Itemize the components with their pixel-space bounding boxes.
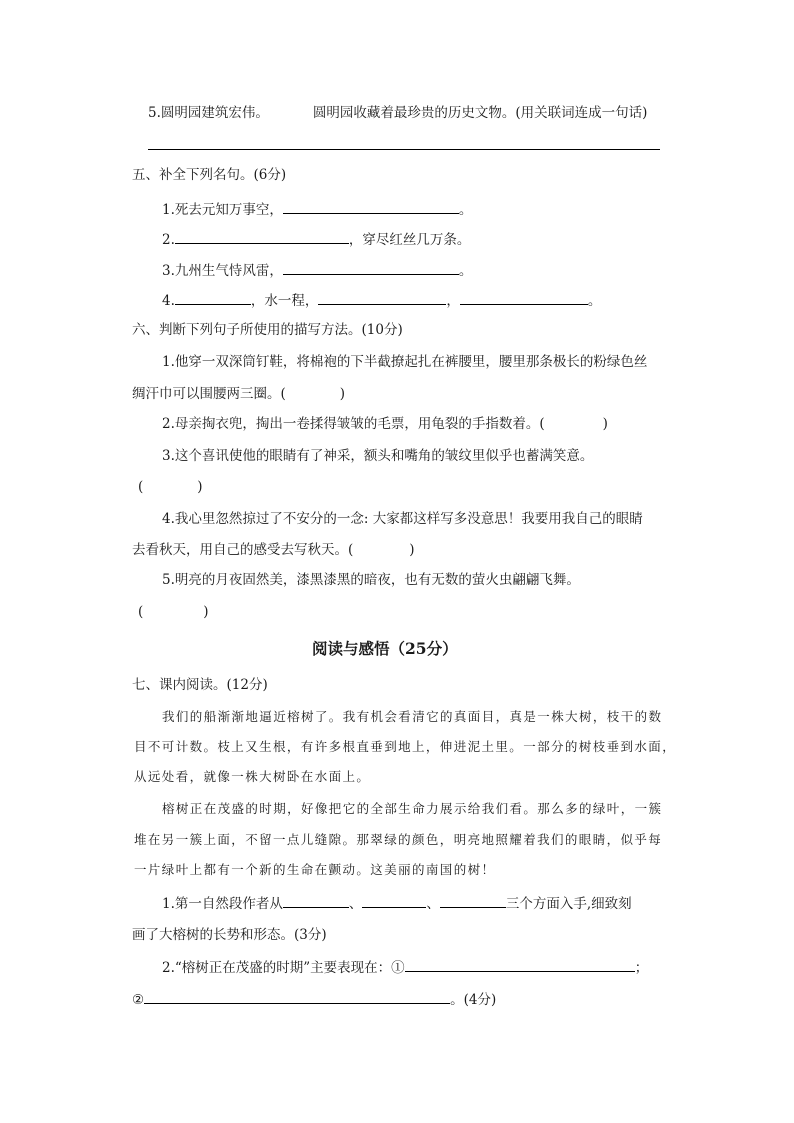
blank[interactable]: [175, 291, 251, 305]
circle-2: ②: [132, 992, 145, 1008]
sec6-item1-line1: 1.他穿一双深筒钉鞋，将棉袍的下半截撩起扎在裤腰里，腰里那条极长的粉绿色丝: [162, 354, 648, 370]
punct: 。: [458, 202, 473, 218]
q5-answer-line[interactable]: [148, 149, 660, 150]
blank[interactable]: [460, 291, 588, 305]
paren: ): [197, 479, 203, 495]
sec7-q1: [162, 894, 632, 913]
blank[interactable]: [283, 200, 459, 214]
passage-line-1: 我们的船渐渐地逼近榕树了。我有机会看清它的真面目，真是一株大树，枝干的数: [162, 709, 663, 724]
sec5-item3: [162, 261, 472, 280]
text: 去看秋天，用自己的感受去写秋天。(: [132, 542, 354, 558]
paren: ): [602, 416, 608, 432]
text: 1.第一自然段作者从: [162, 896, 283, 912]
blank[interactable]: [283, 261, 459, 275]
sec6-item2: [162, 415, 608, 433]
passage-line-5: 堆在另一簇上面，不留一点儿缝隙。那翠绿的颜色，明亮地照耀着我们的眼睛，似乎每: [134, 832, 663, 847]
passage-line-3: 从远处看，就像一株大树卧在水面上。: [134, 769, 371, 784]
blank[interactable]: [318, 291, 446, 305]
punct: 、: [426, 896, 440, 912]
punct: 、: [348, 896, 363, 912]
text: 2.母亲掏衣兜，掏出一卷揉得皱皱的毛票，用龟裂的手指数着。(: [162, 416, 545, 432]
blank[interactable]: [362, 894, 426, 908]
sec6-item3-answer: [138, 478, 203, 496]
blank[interactable]: [440, 894, 506, 908]
paren: (: [138, 604, 144, 620]
passage-line-2: 目不可计数。枝上又生根，有许多根直垂到地上，伸进泥土里。一部分的树枝垂到水面，: [134, 739, 677, 754]
paren: ): [409, 542, 415, 558]
sec6-item5: 5.明亮的月夜固然美，漆黑漆黑的暗夜，也有无数的萤火虫翩翩飞舞。: [162, 572, 580, 588]
q5-line: [148, 104, 647, 122]
text: 。(4分): [450, 992, 497, 1008]
text: 三个方面入手,细致刻: [505, 896, 632, 912]
paren: ): [339, 386, 346, 402]
blank[interactable]: [283, 894, 349, 908]
punct: 。: [587, 293, 602, 309]
sec5-item1-text: 1.死去元知万事空，: [162, 202, 283, 218]
sec6-item1-line2: [132, 385, 345, 403]
sec5-item4-mid: ，水一程，: [250, 293, 319, 309]
sec5-item2-num: 2.: [162, 232, 175, 248]
blank[interactable]: [405, 958, 635, 972]
sec5-item3-text: 3.九州生气恃风雷，: [162, 263, 283, 279]
q5-part1: 5.圆明园建筑宏伟。: [148, 105, 269, 121]
punct: ，: [446, 293, 460, 309]
text: 2.“榕树正在茂盛的时期”主要表现在：①: [162, 960, 405, 976]
sec5-item2: [162, 230, 470, 249]
sec6-item4-line2: [132, 541, 415, 559]
sec6-heading: 六、判断下列句子所使用的描写方法。(10分): [132, 322, 403, 338]
sec7-heading: 七、课内阅读。(12分): [132, 677, 268, 693]
sec7-q1-line2: 画了大榕树的长势和形态。(3分): [132, 927, 327, 943]
sec5-item4: [162, 291, 601, 310]
blank[interactable]: [175, 230, 349, 244]
sec7-q2: [162, 958, 648, 977]
q5-part2: 圆明园收藏着最珍贵的历史文物。(用关联词连成一句话): [312, 105, 648, 121]
paren: (: [138, 479, 144, 495]
sec5-item1: [162, 200, 472, 219]
passage-line-4: 榕树正在茂盛的时期，好像把它的全部生命力展示给我们看。那么多的绿叶，一簇: [162, 801, 663, 816]
sec6-item3: 3.这个喜讯使他的眼睛有了神采，额头和嘴角的皱纹里似乎也蓄满笑意。: [162, 448, 594, 464]
section-title: 阅读与感悟（25分）: [312, 639, 458, 658]
paren: ): [203, 604, 209, 620]
passage-line-6: 一片绿叶上都有一个新的生命在颤动。这美丽的南国的树！: [134, 862, 496, 877]
sec5-item2-text: ，穿尽红丝几万条。: [348, 232, 471, 248]
text: 绸汗巾可以围腰两三圈。(: [132, 386, 286, 402]
sec6-item4-line1: 4.我心里忽然掠过了不安分的一念: 大家都这样写多没意思！我要用我自己的眼睛: [162, 511, 643, 527]
sec5-item4-num: 4.: [162, 293, 175, 309]
sec7-q2-line2: [132, 990, 496, 1009]
sec6-item5-answer: [138, 603, 209, 621]
sec5-heading: 五、补全下列名句。(6分): [132, 167, 287, 183]
punct: 。: [458, 263, 473, 279]
punct: ；: [634, 960, 649, 976]
blank[interactable]: [144, 990, 450, 1004]
